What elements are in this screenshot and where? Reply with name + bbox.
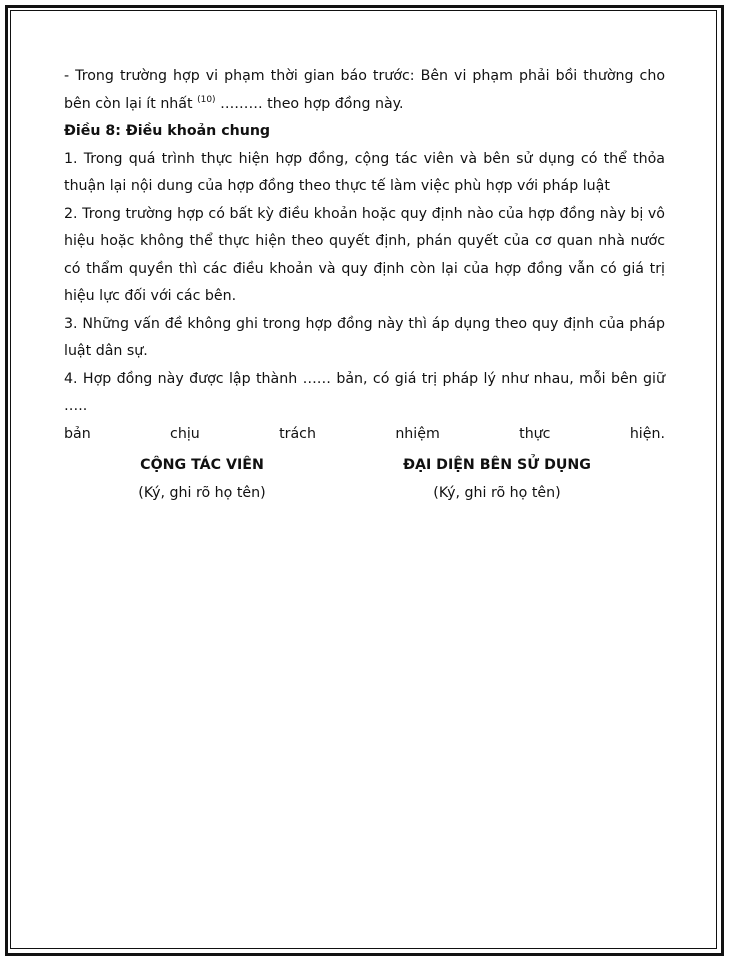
word: nhiệm	[395, 425, 440, 442]
article-heading: Điều 8: Điều khoản chung	[64, 123, 271, 139]
document-body	[64, 63, 665, 448]
paragraph-notice-penalty-text: - Trong trường hợp vi phạm thời gian báo trước: Bên vi phạm phải bồi thường cho bên còn lại ít nhất	[64, 68, 665, 112]
word: thực	[519, 425, 551, 442]
clause-3: 3. Những vấn đề không ghi trong hợp đồng này thì áp dụng theo quy định của pháp luật dân sự.	[64, 315, 665, 359]
signature-block-employer	[382, 452, 612, 508]
signature-block-collaborator	[112, 452, 292, 508]
word: hiện.	[629, 425, 665, 442]
signature-note: (Ký, ghi rõ họ tên)	[433, 485, 561, 501]
clause-4-last-line	[64, 421, 665, 449]
word: trách	[279, 425, 316, 442]
signature-title: CỘNG TÁC VIÊN	[140, 457, 264, 473]
footnote-marker: (10)	[197, 94, 216, 105]
clause-4: 4. Hợp đồng này được lập thành …… bản, có giá trị pháp lý như nhau, mỗi bên giữ …..	[64, 370, 665, 414]
word: bản	[64, 425, 91, 442]
word: chịu	[170, 425, 200, 442]
signature-note: (Ký, ghi rõ họ tên)	[138, 485, 266, 501]
paragraph-notice-penalty	[64, 63, 665, 118]
clause-2: 2. Trong trường hợp có bất kỳ điều khoản hoặc quy định nào của hợp đồng này bị vô hiệu hoặc không thể thực hiện theo quyết định, phán quyết của cơ quan nhà nước có thẩm quyền thì các điều khoản và quy định còn lại của hợp đồng vẫn có giá trị hiệu lực đối với các bên.	[64, 205, 665, 304]
paragraph-notice-penalty-tail: ……… theo hợp đồng này.	[215, 95, 404, 112]
clause-1: 1. Trong quá trình thực hiện hợp đồng, cộng tác viên và bên sử dụng có thể thỏa thuận lại nội dung của hợp đồng theo thực tế làm việc phù hợp với pháp luật	[64, 150, 665, 194]
signature-title: ĐẠI DIỆN BÊN SỬ DỤNG	[403, 457, 591, 473]
